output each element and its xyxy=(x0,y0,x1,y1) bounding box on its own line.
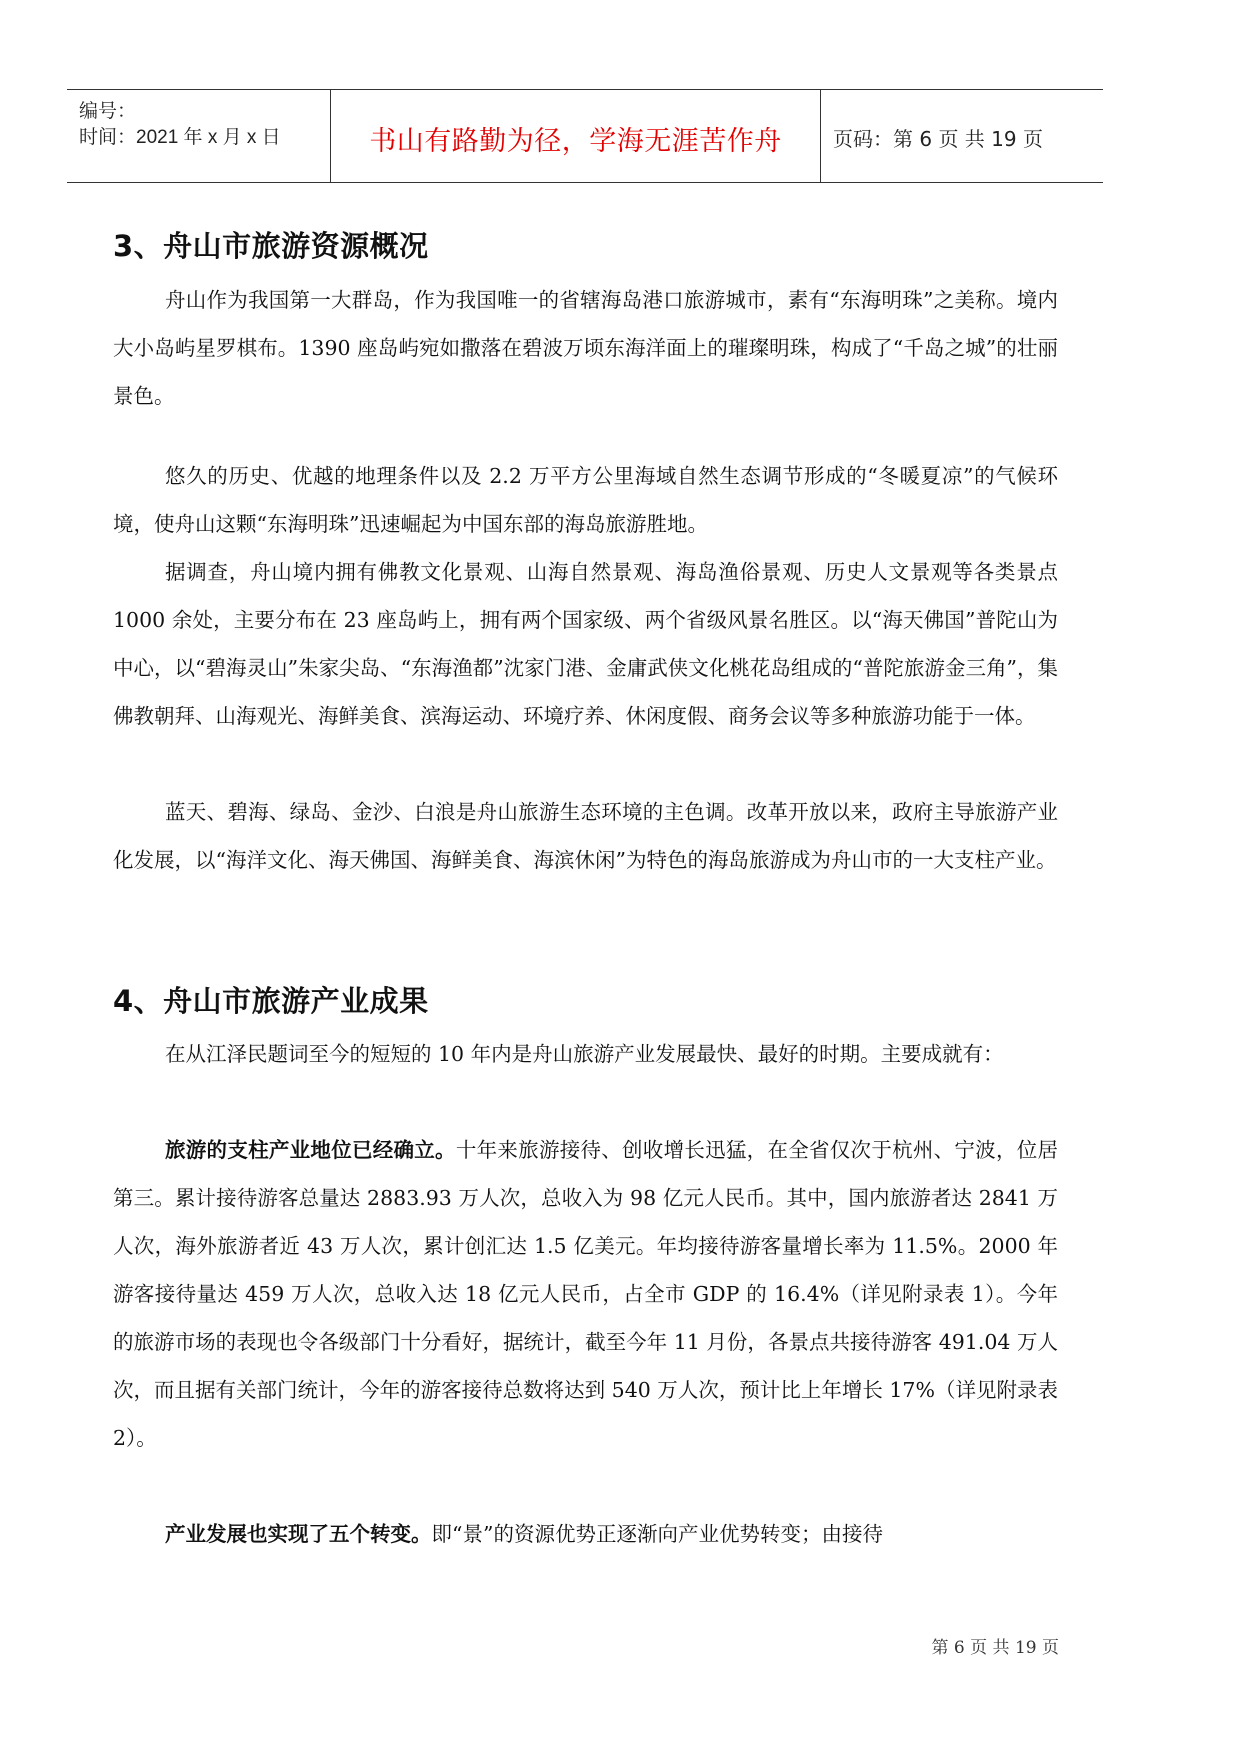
header-page-cell xyxy=(821,90,1103,182)
section-4-heading: 4、舟山市旅游产业成果 xyxy=(113,984,429,1018)
header-meta-cell xyxy=(67,90,331,182)
section-3-heading: 3、舟山市旅游资源概况 xyxy=(113,229,429,263)
section-4-paragraph-1 xyxy=(113,1126,1058,1462)
section-3-paragraph: 舟山作为我国第一大群岛，作为我国唯一的省辖海岛港口旅游城市，素有“东海明珠”之美称。境内大小岛屿星罗棋布。1390 座岛屿宛如撒落在碧波万顷东海洋面上的璀璨明珠，构成了“千岛之城”的壮丽景色。 xyxy=(113,288,1058,408)
section-4-paragraph-2 xyxy=(113,1510,1058,1558)
paragraph-lead: 产业发展也实现了五个转变。 xyxy=(165,1522,432,1546)
paragraph-body: 即“景”的资源优势正逐渐向产业优势转变；由接待 xyxy=(431,1522,883,1546)
section-4-intro: 在从江泽民题词至今的短短的 10 年内是舟山旅游产业发展最快、最好的时期。主要成就有： xyxy=(165,1042,1004,1066)
paragraph-body: 十年来旅游接待、创收增长迅猛，在全省仅次于杭州、宁波，位居第三。累计接待游客总量达 2883.93 万人次，总收入为 98 亿元人民币。其中，国内旅游者达 2841 万人次，海外旅游者近 43 万人次，累计创汇达 1.5 亿美元。年均接待游客量增长率为 11.5%。2000 年游客接待量达 459 万人次，总收入达 18 亿元人民币，占全市 GDP 的 16.4%（详见附录表 1）。今年的旅游市场的表现也令各级部门十分看好，据统计，截至今年 11 月份，各景点共接待游客 491.04 万人次，而且据有关部门统计，今年的游客接待总数将达到 540 万人次，预计比上年增长 17%（详见附录表 2）。 xyxy=(113,1138,1059,1450)
document-date-label: 时间：2021 年 x 月 x 日 xyxy=(79,127,281,148)
section-3-paragraph: 据调查，舟山境内拥有佛教文化景观、山海自然景观、海岛渔俗景观、历史人文景观等各类景点 1000 余处，主要分布在 23 座岛屿上，拥有两个国家级、两个省级风景名胜区。以“海天佛国”普陀山为中心，以“碧海灵山”朱家尖岛、“东海渔都”沈家门港、金庸武侠文化桃花岛组成的“普陀旅游金三角”，集佛教朝拜、山海观光、海鲜美食、滨海运动、环境疗养、休闲度假、商务会议等多种旅游功能于一体。 xyxy=(113,560,1058,728)
header-page-info: 页码：第 6 页 共 19 页 xyxy=(833,127,1043,151)
header-motto-cell xyxy=(331,90,821,182)
page-footer: 第 6 页 共 19 页 xyxy=(931,1638,1059,1658)
section-3-paragraph: 悠久的历史、优越的地理条件以及 2.2 万平方公里海域自然生态调节形成的“冬暖夏凉”的气候环境，使舟山这颗“东海明珠”迅速崛起为中国东部的海岛旅游胜地。 xyxy=(113,464,1058,536)
header-motto: 书山有路勤为径，学海无涯苦作舟 xyxy=(369,126,782,157)
document-number-label: 编号： xyxy=(79,101,137,122)
document-header xyxy=(67,89,1103,183)
section-3-paragraph: 蓝天、碧海、绿岛、金沙、白浪是舟山旅游生态环境的主色调。改革开放以来，政府主导旅游产业化发展，以“海洋文化、海天佛国、海鲜美食、海滨休闲”为特色的海岛旅游成为舟山市的一大支柱产业。 xyxy=(113,800,1058,872)
paragraph-lead: 旅游的支柱产业地位已经确立。 xyxy=(165,1138,456,1162)
